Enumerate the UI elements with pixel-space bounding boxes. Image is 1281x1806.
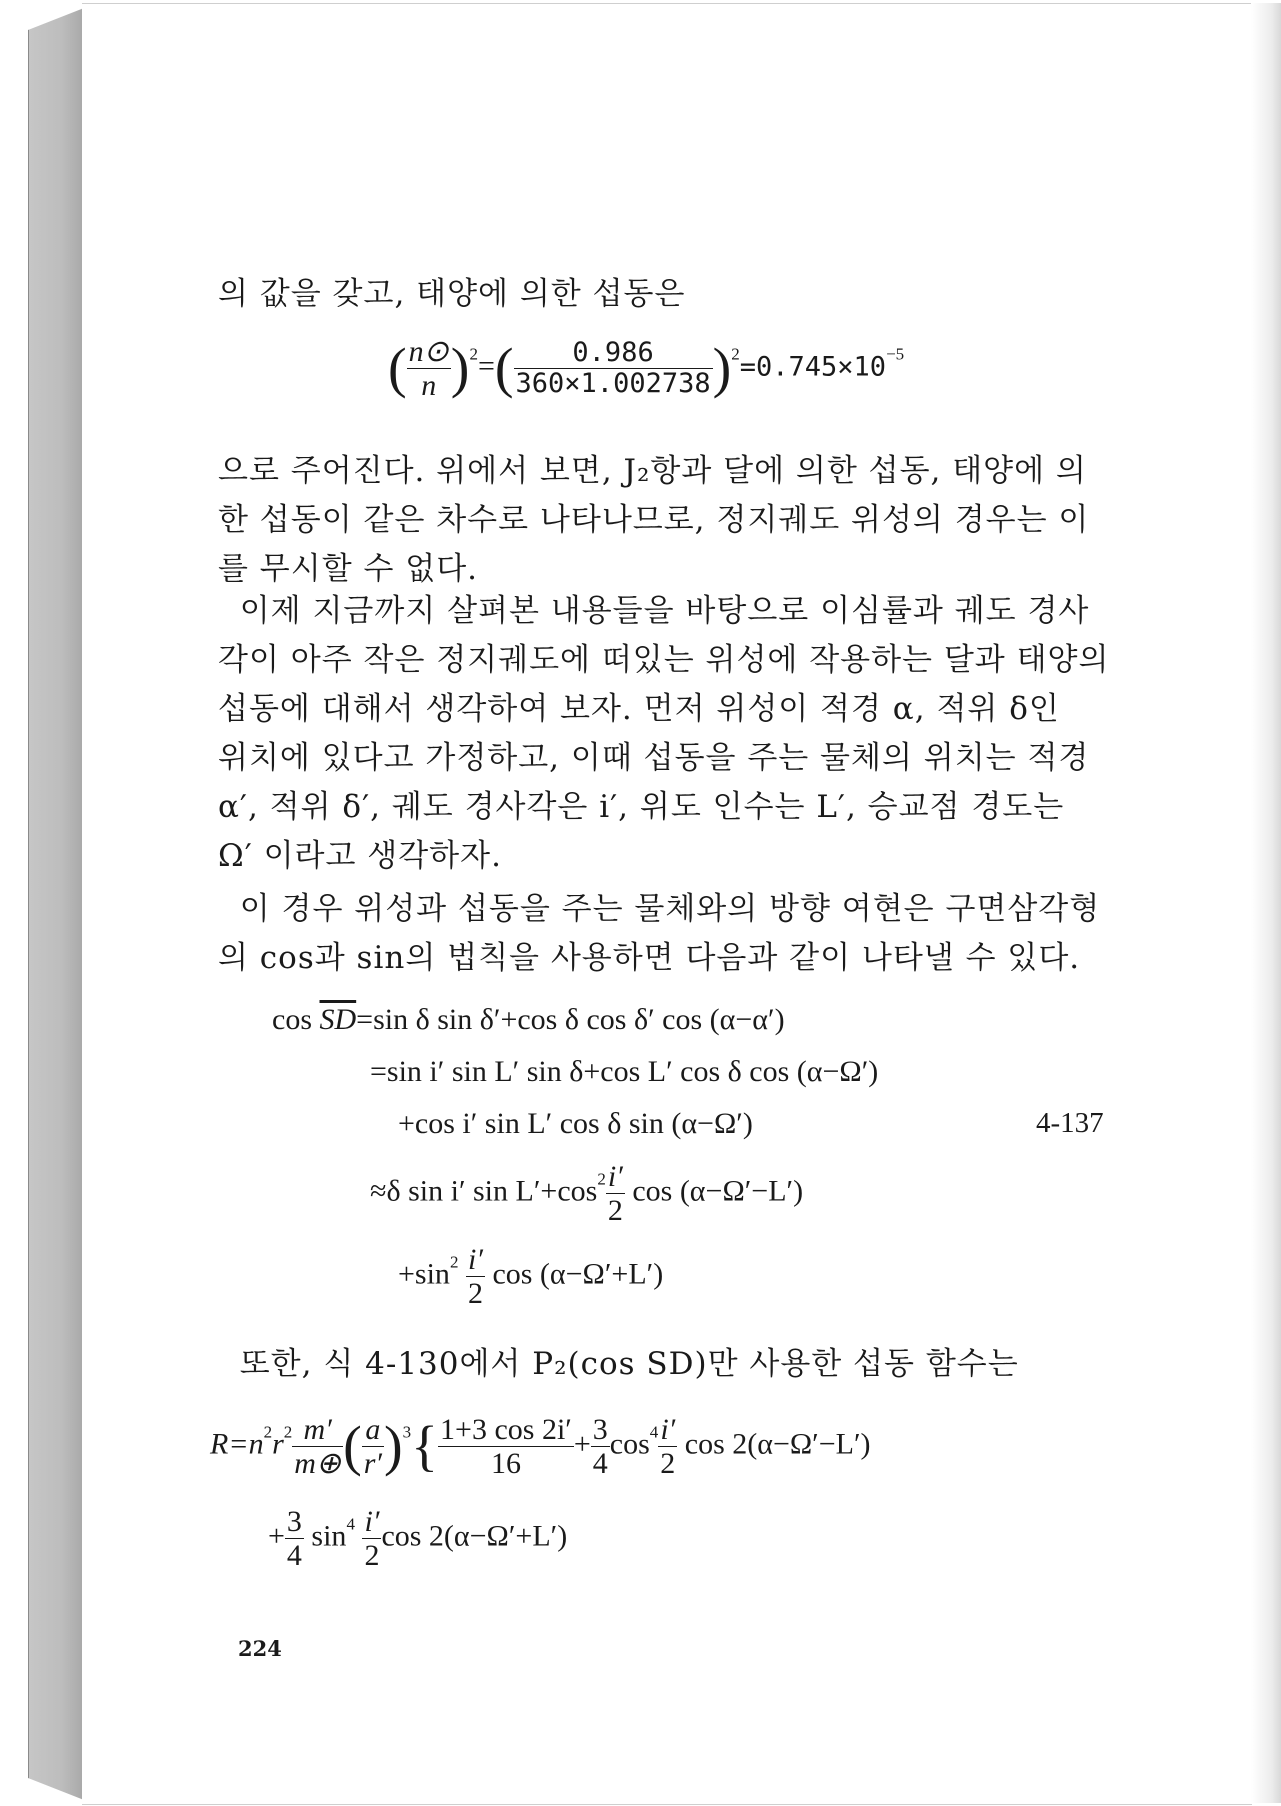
equation-4-137-line-5: $+\sin^2$ $\frac{i'}{2}$ cos (α−Ω′+L′) — [398, 1243, 664, 1310]
equation-4-137-line-1: $\cos \overline{SD}=\sin$ δ sin δ′+cos δ cos δ′ cos (α−α′) — [272, 1003, 785, 1036]
paragraph-1: 의 값을 갖고, 태양에 의한 섭동은 — [218, 276, 686, 312]
page-number: 224 — [238, 1636, 282, 1661]
equation-4-137-line-4: ≈δ sin i′ $\sin L'+\cos^2$ $\frac{i'}{2}$ cos (α−Ω′−L′) — [370, 1160, 804, 1227]
equation-4-137-line-3: +cos i′ sin L′ cos δ sin (α−Ω′) — [398, 1107, 753, 1140]
equation-4-137-line-2: =sin i′ sin L′ sin δ+cos L′ cos δ cos (α−Ω′) — [370, 1055, 879, 1088]
paragraph-2: 으로 주어진다. 위에서 보면, J₂항과 달에 의한 섭동, 태양에 의 한 섭동이 같은 차수로 나타나므로, 정지궤도 위성의 경우는 이 를 무시할 수 없다. — [218, 453, 1090, 587]
paragraph-3: 이제 지금까지 살펴본 내용들을 바탕으로 이심률과 궤도 경사 각이 아주 작은 정지궤도에 떠있는 위성에 작용하는 달과 태양의 섭동에 대해서 생각하여 보자. 먼저 위성이 적경 α, 적위 δ인 위치에 있다고 가정하고, 이때 섭동을 주는 물체의 위치는 적경 α′, 적위 δ′, 궤도 경사각은 i′, 위도 인수는 L′, 승교점 경도는 Ω′ 이라고 생각하자. — [218, 593, 1110, 874]
fraction-ratio: $\frac{0.986}{360\times 1.002738}$ — [515, 337, 711, 399]
equation-perturbation-function-line-1: $R=n^2r^2$ $\frac{m'}{m\oplus}$ ( $\frac{a}{r'}$ )$^3${ $\frac{1+3 \cos 2i'}{16}$ + $\frac{3}{4}$ $\cos^4$ $\frac{i'}{2}$ cos 2(α−Ω′−L′) — [210, 1413, 871, 1480]
fraction-n-sun: $\frac{n⊙}{n}$ — [408, 335, 449, 402]
paragraph-4: 이 경우 위성과 섭동을 주는 물체와의 방향 여현은 구면삼각형 의 cos과 sin의 법칙을 사용하면 다음과 같이 나타낼 수 있다. — [218, 891, 1101, 976]
page-shadow — [1251, 3, 1281, 1803]
book-edge — [28, 8, 84, 1800]
equation-number: 4-137 — [1036, 1107, 1104, 1139]
paragraph-5: 또한, 식 4-130에서 P₂(cos SD)만 사용한 섭동 함수는 — [218, 1346, 1019, 1382]
equation-perturbation-function-line-2: + $\frac{3}{4}$ $\sin^4$ $\frac{i'}{2}$ cos 2(α−Ω′+L′) — [268, 1505, 568, 1572]
equation-sun-perturbation: ( $\frac{n⊙}{n}$ )$^2$=( $\frac{0.986}{360\times 1.002738}$ )$^2=0.745\times 10^{-5}$ — [388, 335, 905, 402]
